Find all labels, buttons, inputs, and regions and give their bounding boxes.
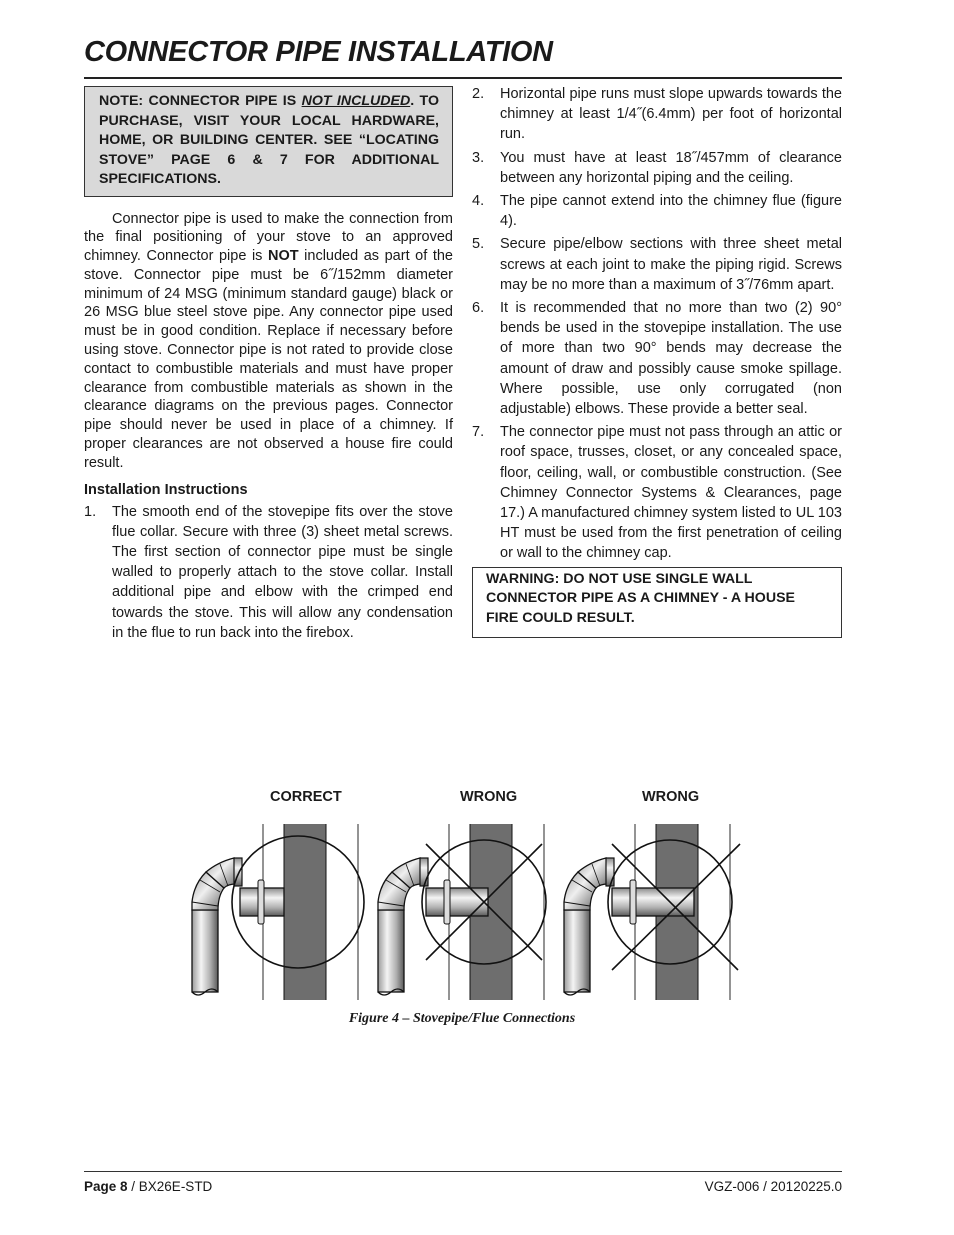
page-title: CONNECTOR PIPE INSTALLATION [84, 36, 553, 68]
step-item [472, 234, 842, 295]
step-number: 5. [472, 236, 485, 253]
warning-box: WARNING: DO NOT USE SINGLE WALL CONNECTOR PIPE AS A CHIMNEY - A HOUSE FIRE COULD RESULT. [472, 567, 842, 639]
stovepipe-flue-diagram [188, 820, 748, 1010]
steps-list-right [472, 84, 842, 564]
footer-doc-id: VGZ-006 / 20120225.0 [704, 1179, 842, 1194]
step-number: 2. [472, 86, 485, 102]
step-item [472, 84, 842, 145]
figure-label-correct: CORRECT [270, 789, 342, 805]
step-text: You must have at least 18˝/457mm of clearance between any horizontal piping and the ceiling. [500, 149, 842, 186]
steps-list-left [84, 502, 453, 643]
intro-bold: NOT [267, 248, 299, 265]
step-number: 7. [472, 424, 485, 441]
step-item [472, 191, 842, 231]
figure-label-wrong-1: WRONG [460, 789, 518, 805]
note-prefix: NOTE: CONNECTOR PIPE IS [99, 93, 302, 109]
right-column [472, 84, 842, 638]
footer-page-number: Page 8 [84, 1179, 128, 1194]
note-emphasis: NOT INCLUDED [301, 93, 411, 109]
note-box [84, 86, 453, 197]
step-number: 1. [84, 503, 97, 520]
step-text: Secure pipe/elbow sections with three sheet metal screws at each joint to make the piping rigid. Screws may be no more than a maximum of 3˝/76mm apart. [500, 236, 842, 293]
step-text: The pipe cannot extend into the chimney flue (figure 4). [500, 193, 842, 230]
step-item [472, 422, 842, 563]
figure-label-wrong-2: WRONG [642, 789, 700, 805]
title-rule [84, 77, 842, 79]
intro-text-1: Connector pipe is used to make the connection from the final positioning of your stove to an approved chimney. Connector pipe is [84, 210, 453, 265]
step-text: The connector pipe must not pass through an attic or roof space, trusses, closet, or any concealed space, floor, ceiling, wall, or combustible construction. (See Chimney Connector Systems & Clearances, page 17.) A manufactured chimney system listed to UL 103 HT must be used from the first penetration of ceiling or wall to the chimney cap. [500, 424, 842, 562]
step-item [84, 502, 453, 643]
step-number: 4. [472, 193, 485, 210]
step-item [472, 298, 842, 419]
step-item [472, 148, 842, 188]
intro-paragraph [84, 210, 453, 473]
step-text: It is recommended that no more than two (2) 90° bends be used in the stovepipe installation. The use of more than two 90° bends may decrease the amount of draw and possibly cause smoke spillage. Where possible, use only corrugated (non adjustable) elbows. These provide a better seal. [500, 300, 842, 418]
intro-text-2: included as part of the stove. Connector pipe must be 6˝/152mm diameter minimum of 24 MSG (minimum standard gauge) black or 26 MSG blue steel stove pipe. Any connector pipe used must be in good condition. Replace if necessary before using stove. Connector pipe is not rated to provide close contact to combustible materials and must have proper clearance from combustible materials as shown in the clearance diagrams on the previous pages. Connector pipe should never be used in place of a chimney. If proper clearances are not observed a house fire could result. [84, 248, 453, 471]
left-column [84, 86, 453, 643]
instructions-heading: Installation Instructions [84, 481, 248, 498]
wrong-connection-panel-1 [378, 824, 546, 1000]
footer-page [84, 1179, 212, 1194]
correct-connection-panel [192, 824, 364, 1000]
step-number: 6. [472, 300, 485, 317]
step-text: The smooth end of the stovepipe fits over the stove flue collar. Secure with three (3) sheet metal screws. The first section of connector pipe must be single walled to properly attach to the stove collar. Install additional pipe and elbow with the crimped end towards the stove. This will allow any condensation in the flue to run back into the firebox. [112, 503, 453, 641]
wrong-connection-panel-2 [564, 824, 740, 1000]
footer-model: / BX26E-STD [127, 1179, 213, 1194]
step-number: 3. [472, 149, 485, 166]
note-suffix: . TO PURCHASE, VISIT YOUR LOCAL HARDWARE, HOME, OR BUILDING CENTER. SEE “LOCATING STOVE” PAGE 6 & 7 FOR ADDITIONAL SPECIFICATIONS. [99, 93, 439, 187]
figure-caption: Figure 4 – Stovepipe/Flue Connections [348, 1011, 576, 1026]
footer-rule [84, 1171, 842, 1172]
step-text: Horizontal pipe runs must slope upwards towards the chimney at least 1/4˝(6.4mm) per foot of horizontal run. [500, 86, 842, 143]
